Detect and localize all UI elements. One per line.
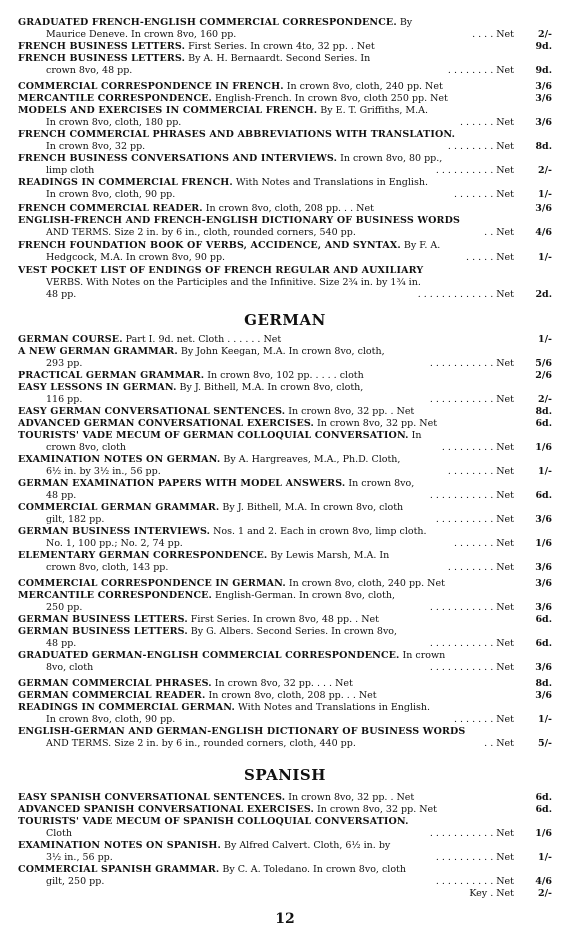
book-details: In crown 8vo, 32 pp. . . . Net [211,678,353,689]
book-title: MERCANTILE CORRESPONDENCE. [18,93,213,104]
book-entry [18,454,552,478]
book-entry [18,502,552,526]
book-details: In crown 8vo, 80 pp., [337,153,443,164]
book-details: By F. A. [400,240,441,251]
book-title: FRENCH BUSINESS LETTERS. [18,41,186,52]
net-leader: . . . . . . . Net [451,538,514,550]
book-details-continued: In crown 8vo, cloth, 180 pp. [46,117,182,128]
book-details: Nos. 1 and 2. Each in crown 8vo, limp cloth. [210,526,427,537]
book-details: In crown 8vo, [345,478,415,489]
book-details: In crown 8vo, 32 pp. . Net [285,406,415,417]
book-entry [18,41,552,53]
net-leader: . . . . . Net [463,252,514,264]
book-details: By J. Bithell, M.A. In crown 8vo, cloth [219,502,404,513]
book-details: With Notes and Translations in English. [232,177,428,188]
book-details-continued: Hedgcock, M.A. In crown 8vo, 90 pp. [46,252,226,263]
book-price: 2/- [537,165,552,176]
entry-first-line [18,526,514,538]
book-title: EASY SPANISH CONVERSATIONAL SENTENCES. [18,792,286,803]
book-title: READINGS IN COMMERCIAL FRENCH. [18,177,233,188]
entry-first-line [18,478,514,490]
book-entry [18,215,552,239]
book-details-continued: 48 pp. [46,490,77,501]
book-price: 1/- [537,466,552,477]
book-entry [18,370,552,382]
book-title: FRENCH COMMERCIAL READER. [18,203,203,214]
entry-first-line [18,804,514,816]
entry-first-line [18,626,514,638]
book-title: EXAMINATION NOTES ON SPANISH. [18,840,221,851]
book-entry [18,53,552,77]
book-entry [18,840,552,864]
book-details-continued: limp cloth [46,165,95,176]
book-entry [18,418,552,430]
net-leader: . . . . . . . Net [451,714,514,726]
entry-first-line [18,502,514,514]
book-details: By [396,17,413,28]
book-price: 3/6 [535,578,552,589]
book-entry [18,346,552,370]
entry-first-line [18,382,514,394]
book-details: By G. Albers. Second Series. In crown 8vo, [187,626,398,637]
book-price: 4/6 [535,876,552,887]
book-price: 2/- [537,394,552,405]
book-price: 1/- [537,252,552,263]
net-leader: Key . Net [466,888,514,900]
book-entry [18,590,552,614]
book-entry [18,690,552,702]
net-leader: . . . . . . . . . . Net [433,852,514,864]
book-title: FRENCH COMMERCIAL PHRASES AND ABBREVIATIONS WITH TRANSLATION. [18,129,456,140]
book-title: ENGLISH-GERMAN AND GERMAN-ENGLISH DICTIONARY OF BUSINESS WORDS [18,726,466,737]
page-number: 12 [275,911,295,927]
entry-first-line [18,614,514,626]
entry-first-line [18,240,514,252]
book-price: 3/6 [535,81,552,92]
book-title: ENGLISH-FRENCH AND FRENCH-ENGLISH DICTIONARY OF BUSINESS WORDS [18,215,461,226]
book-price: 3/6 [535,562,552,573]
section-heading-german: GERMAN [244,311,326,329]
book-entry [18,888,552,900]
net-leader: . . . . . . . . . . Net [433,165,514,177]
net-leader: . . . . Net [469,29,514,41]
book-price: 1/- [537,714,552,725]
book-title: EXAMINATION NOTES ON GERMAN. [18,454,221,465]
book-entry [18,804,552,816]
book-details-continued: In crown 8vo, cloth, 90 pp. [46,189,176,200]
book-price: 6d. [535,792,552,803]
book-details: By J. Bithell, M.A. In crown 8vo, cloth, [176,382,364,393]
entry-first-line [18,53,514,65]
book-title: GERMAN BUSINESS INTERVIEWS. [18,526,211,537]
net-leader: . . . . . . . . . . . . . Net [415,289,514,301]
book-details-continued: VERBS. With Notes on the Participles and the Infinitive. Size 2¾ in. by 1¾ in. [46,277,421,288]
book-details: By A. Hargreaves, M.A., Ph.D. Cloth, [220,454,401,465]
net-leader: . . . . . . . . . . . Net [427,602,514,614]
net-leader: . . . . . . . . . . . Net [427,394,514,406]
book-price: 8d. [535,141,552,152]
book-details: In [408,430,422,441]
book-details: In crown 8vo, 32 pp. Net [314,418,438,429]
book-details: In crown 8vo, cloth, 240 pp. Net [285,578,445,589]
net-leader: . . . . . . . . . . . Net [427,358,514,370]
book-details: By Lewis Marsh, M.A. In [267,550,390,561]
book-entry [18,650,552,674]
book-details-continued: 48 pp. [46,289,77,300]
book-details-continued: gilt, 250 pp. [46,876,105,887]
book-details: In crown 8vo, cloth, 208 pp. . . Net [202,203,374,214]
book-title: COMMERCIAL SPANISH GRAMMAR. [18,864,220,875]
book-entry [18,678,552,690]
book-title: MODELS AND EXERCISES IN COMMERCIAL FRENCH. [18,105,318,116]
net-leader: . . . . . . . . Net [445,141,514,153]
entry-first-line [18,93,514,105]
entry-first-line [18,650,514,662]
book-details: First Series. In crown 8vo, 48 pp. . Net [187,614,379,625]
book-entry [18,81,552,93]
net-leader: . . . . . . . . Net [445,65,514,77]
net-leader: . . . . . . . . . . Net [433,514,514,526]
book-price: 6d. [535,804,552,815]
book-price: 1/- [537,334,552,345]
book-details: In crown [399,650,446,661]
book-details: In crown 8vo, cloth, 240 pp. Net [283,81,443,92]
book-details: In crown 8vo, 102 pp. . . . . cloth [204,370,364,381]
net-leader: . . . . . . . . Net [445,466,514,478]
book-price: 6d. [535,638,552,649]
book-details: In crown 8vo, cloth, 208 pp. . . Net [205,690,377,701]
book-details: In crown 8vo, 32 pp. . Net [285,792,415,803]
book-title: MERCANTILE CORRESPONDENCE. [18,590,213,601]
book-details-continued: Cloth [46,828,72,839]
net-leader: . . . . . . . . Net [445,562,514,574]
book-title: TOURISTS' VADE MECUM OF SPANISH COLLOQUIAL CONVERSATION. [18,816,409,827]
book-details-continued: In crown 8vo, cloth, 90 pp. [46,714,176,725]
book-entry [18,203,552,215]
entry-first-line [18,41,514,53]
entry-first-line [18,370,514,382]
entry-first-line [18,177,514,189]
book-entry [18,816,552,840]
book-entry [18,93,552,105]
book-details-continued: 3½ in., 56 pp. [46,852,113,863]
book-price: 3/6 [535,514,552,525]
entry-first-line [18,81,514,93]
book-entry [18,177,552,201]
book-title: GERMAN BUSINESS LETTERS. [18,614,188,625]
net-leader: . . . . . . . . . . Net [433,876,514,888]
entry-first-line [18,418,514,430]
book-title: A NEW GERMAN GRAMMAR. [18,346,178,357]
net-leader: . . . . . . . . . . . Net [427,490,514,502]
book-details: By Alfred Calvert. Cloth, 6½ in. by [220,840,391,851]
book-price: 1/- [537,189,552,200]
book-title: COMMERCIAL GERMAN GRAMMAR. [18,502,220,513]
net-leader: . . . . . . Net [457,117,514,129]
book-entry [18,626,552,650]
book-title: GERMAN COMMERCIAL READER. [18,690,206,701]
book-details: By A. H. Bernaardt. Second Series. In [185,53,371,64]
book-price: 3/6 [535,690,552,701]
book-title: EASY GERMAN CONVERSATIONAL SENTENCES. [18,406,286,417]
book-price: 2d. [535,289,552,300]
book-details-continued: 6½ in. by 3½ in., 56 pp. [46,466,161,477]
book-details-continued: In crown 8vo, 32 pp. [46,141,146,152]
entry-first-line [18,578,514,590]
book-price: 1/6 [535,538,552,549]
entry-first-line [18,678,514,690]
book-details-continued: 250 pp. [46,602,83,613]
book-entry [18,240,552,264]
book-title: ADVANCED GERMAN CONVERSATIONAL EXERCISES. [18,418,315,429]
entry-first-line [18,590,514,602]
book-price: 1/- [537,852,552,863]
book-title: FRENCH FOUNDATION BOOK OF VERBS, ACCIDENCE, AND SYNTAX. [18,240,401,251]
entry-first-line [18,105,514,117]
book-details: In crown 8vo, 32 pp. Net [314,804,437,815]
book-details-continued: AND TERMS. Size 2 in. by 6 in., cloth, rounded corners, 540 pp. [46,227,356,238]
entry-first-line [18,129,514,141]
entry-first-line [18,346,514,358]
book-details-continued: AND TERMS. Size 2 in. by 6 in., rounded corners, cloth, 440 pp. [46,738,356,749]
net-leader: . . . . . . . Net [451,189,514,201]
book-price: 3/6 [535,117,552,128]
book-entry [18,578,552,590]
book-entry [18,614,552,626]
book-price: 6d. [535,418,552,429]
book-details: By John Keegan, M.A. In crown 8vo, cloth, [177,346,385,357]
book-entry [18,382,552,406]
book-entry [18,478,552,502]
book-details: English-French. In crown 8vo, cloth 250 pp. Net [212,93,448,104]
book-entry [18,334,552,346]
entry-first-line [18,430,514,442]
book-entry [18,702,552,726]
book-price: 8d. [535,406,552,417]
book-title: ADVANCED SPANISH CONVERSATIONAL EXERCISES. [18,804,314,815]
book-entry [18,153,552,177]
book-price: 3/6 [535,602,552,613]
entry-first-line [18,153,514,165]
book-details-continued: 48 pp. [46,638,77,649]
book-entry [18,550,552,574]
entry-first-line [18,792,514,804]
book-entry [18,406,552,418]
entry-first-line [18,816,514,828]
book-details-continued: crown 8vo, cloth [46,442,127,453]
entry-first-line [18,215,514,227]
book-price: 3/6 [535,93,552,104]
book-entry [18,792,552,804]
book-entry [18,17,552,41]
book-details: By E. T. Griffiths, M.A. [317,105,429,116]
net-leader: . . . . . . . . . . . Net [427,662,514,674]
book-price: 1/6 [535,828,552,839]
book-details-continued: 116 pp. [46,394,83,405]
entry-first-line [18,203,514,215]
book-details-continued: Maurice Deneve. In crown 8vo, 160 pp. [46,29,237,40]
entry-first-line [18,702,514,714]
book-title: READINGS IN COMMERCIAL GERMAN. [18,702,235,713]
book-price: 5/6 [535,358,552,369]
book-entry [18,726,552,750]
book-entry [18,864,552,888]
net-leader: . . . . . . . . . . . Net [427,638,514,650]
entry-first-line [18,864,514,876]
entry-first-line [18,840,514,852]
book-entry [18,430,552,454]
book-details-continued: 293 pp. [46,358,83,369]
book-price: 3/6 [535,203,552,214]
book-details: English-German. In crown 8vo, cloth, [212,590,395,601]
book-title: TOURISTS' VADE MECUM OF GERMAN COLLOQUIAL CONVERSATION. [18,430,409,441]
book-title: GERMAN COURSE. [18,334,123,345]
entry-first-line [18,550,514,562]
book-entry [18,129,552,153]
book-title: FRENCH BUSINESS LETTERS. [18,53,186,64]
book-title: GERMAN COMMERCIAL PHRASES. [18,678,212,689]
entry-first-line [18,265,514,277]
book-details: With Notes and Translations in English. [234,702,431,713]
book-price: 4/6 [535,227,552,238]
book-title: VEST POCKET LIST OF ENDINGS OF FRENCH REGULAR AND AUXILIARY [18,265,424,276]
book-title: GRADUATED GERMAN-ENGLISH COMMERCIAL CORRESPONDENCE. [18,650,400,661]
book-price: 2/- [537,29,552,40]
book-price: 5/- [537,738,552,749]
book-details-continued: No. 1, 100 pp.; No. 2, 74 pp. [46,538,183,549]
book-details-continued: crown 8vo, 48 pp. [46,65,133,76]
section-heading-spanish: SPANISH [244,766,326,784]
entry-first-line [18,406,514,418]
book-price: 9d. [535,65,552,76]
book-title: GERMAN EXAMINATION PAPERS WITH MODEL ANSWERS. [18,478,346,489]
book-title: ELEMENTARY GERMAN CORRESPONDENCE. [18,550,268,561]
book-price: 2/6 [535,370,552,381]
book-price: 6d. [535,614,552,625]
book-details: Part I. 9d. net. Cloth . . . . . . Net [122,334,282,345]
entry-first-line [18,690,514,702]
book-price: 9d. [535,41,552,52]
book-title: FRENCH BUSINESS CONVERSATIONS AND INTERVIEWS. [18,153,338,164]
book-price: 1/6 [535,442,552,453]
entry-first-line [18,726,514,738]
book-details: By C. A. Toledano. In crown 8vo, cloth [219,864,406,875]
book-entry [18,265,552,301]
entry-first-line [18,17,514,29]
net-leader: . . Net [481,738,514,750]
book-price: 2/- [537,888,552,899]
book-details-continued: gilt, 182 pp. [46,514,105,525]
book-title: COMMERCIAL CORRESPONDENCE IN GERMAN. [18,578,286,589]
book-details-continued: crown 8vo, cloth, 143 pp. [46,562,169,573]
book-title: GERMAN BUSINESS LETTERS. [18,626,188,637]
book-entry [18,105,552,129]
book-entry [18,526,552,550]
net-leader: . . . . . . . . . . . Net [427,828,514,840]
book-price: 3/6 [535,662,552,673]
book-title: COMMERCIAL CORRESPONDENCE IN FRENCH. [18,81,284,92]
book-title: PRACTICAL GERMAN GRAMMAR. [18,370,205,381]
entry-first-line [18,454,514,466]
book-price: 6d. [535,490,552,501]
book-title: EASY LESSONS IN GERMAN. [18,382,177,393]
book-title: GRADUATED FRENCH-ENGLISH COMMERCIAL CORRESPONDENCE. [18,17,397,28]
entry-first-line [18,334,514,346]
net-leader: . . Net [481,227,514,239]
book-price: 8d. [535,678,552,689]
book-details: First Series. In crown 4to, 32 pp. . Net [185,41,375,52]
net-leader: . . . . . . . . . Net [439,442,514,454]
book-details-continued: 8vo, cloth [46,662,94,673]
